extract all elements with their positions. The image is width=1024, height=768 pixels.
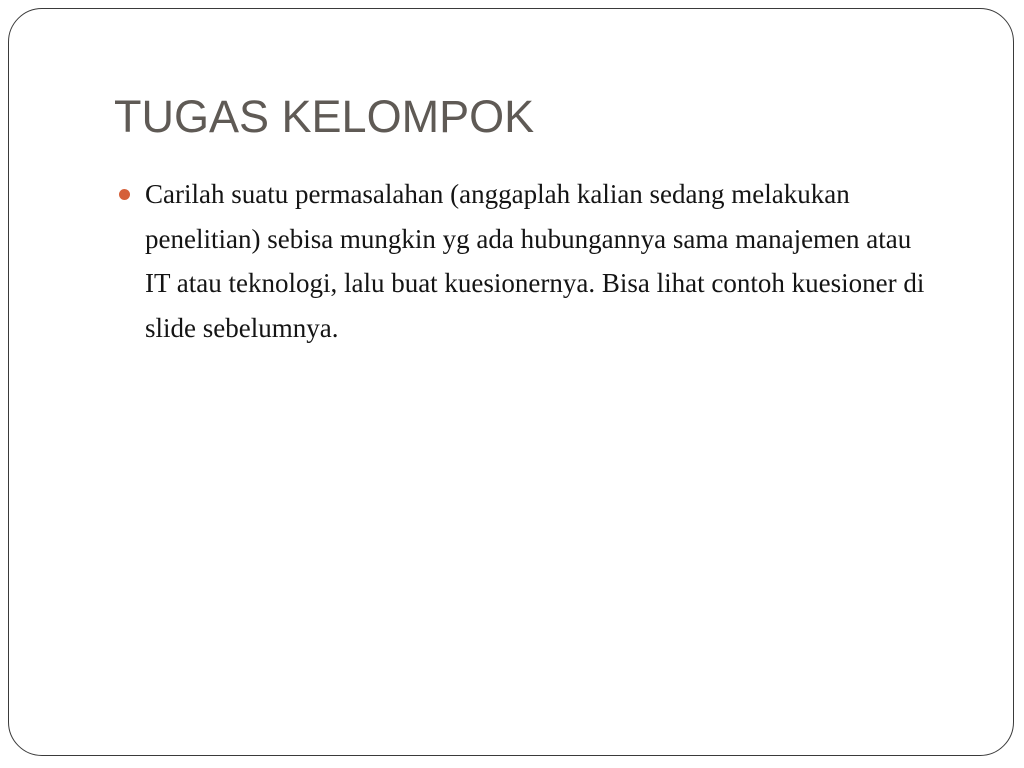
list-item — [114, 172, 934, 350]
slide-title: TUGAS KELOMPOK — [114, 91, 535, 142]
bullet-text: Carilah suatu permasalahan (anggaplah kalian sedang melakukan penelitian) sebisa mungkin yg ada hubungannya sama manajemen atau IT atau teknologi, lalu buat kuesionernya. Bisa lihat contoh kuesioner di slide sebelumnya. — [145, 179, 925, 343]
bullet-list — [114, 172, 934, 350]
bullet-dot-icon — [119, 189, 130, 200]
slide-frame — [8, 8, 1014, 756]
